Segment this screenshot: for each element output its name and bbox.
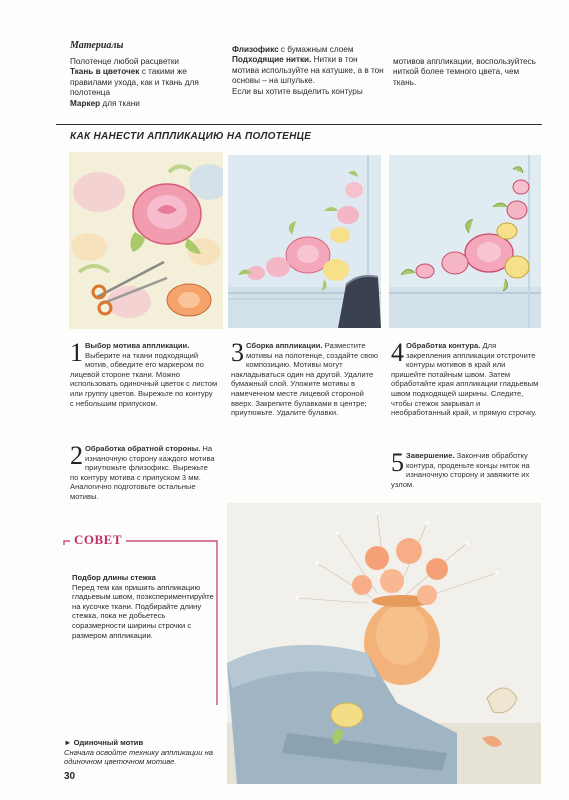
step-number: 4 [391, 338, 404, 367]
step-title: Завершение. [406, 451, 455, 460]
section-divider [56, 124, 542, 125]
section-title: КАК НАНЕСТИ АППЛИКАЦИЮ НА ПОЛОТЕНЦЕ [70, 131, 312, 142]
material-text: мотивов аппликации, воспользуйтесь ниткой более темного цвета, чем ткань. [393, 57, 536, 87]
photo-arranging-appliqué [228, 155, 381, 328]
tip-text: Перед тем как пришить аппликацию гладьевым швом, поэкспериментируйте на кусочке ткани. Подбирайте длину стежка, пока не добьетесь соразмерности ширины строчки с размером аппликации. [72, 582, 214, 640]
materials-column-1 [70, 57, 222, 109]
photo-caption [64, 738, 234, 767]
page-number: 30 [64, 771, 76, 782]
step-3 [231, 338, 381, 418]
tip-text-block [72, 573, 218, 640]
step-5 [391, 448, 541, 489]
step-2 [70, 441, 218, 502]
tip-title: Подбор длины стежка [72, 573, 156, 582]
step-text: На изнаночную сторону каждого мотива приутюжьте флизофикс. Вырежьте по контуру мотива с припуском 3 мм. Аналогично подготовьте остальные мотивы. [70, 444, 215, 501]
material-item: Полотенце любой расцветки [70, 57, 180, 66]
step-text: Закончив обработку контура, проденьте концы ниток на изнаночную сторону и завяжите их узлом. [391, 451, 530, 489]
material-item: Ткань в цветочек с такими же правилами ухода, как и ткань для полотенца [70, 67, 199, 98]
step-text: Выберите на ткани подходящий мотив, обведите его маркером по лицевой стороне ткани. Можно использовать одиночный цветок с листом или группу цветов. Вырежьте по контуру с небольшим припуском. [70, 350, 218, 408]
step-title: Выбор мотива аппликации. [85, 341, 190, 350]
material-item: Маркер для ткани [70, 98, 140, 108]
material-item: Флизофикс с бумажным слоем [232, 45, 354, 54]
material-item: Подходящие нитки. Нитки в тон мотива используйте на катушке, а в тон основы – на шпульке. [232, 55, 384, 86]
materials-heading: Материалы [70, 40, 124, 51]
step-title: Обработка контура. [406, 341, 481, 350]
step-title: Сборка аппликации. [246, 341, 323, 350]
photo-towel-and-vase [227, 503, 541, 784]
step-number: 5 [391, 448, 404, 477]
material-item: Если вы хотите выделить контуры [232, 86, 363, 96]
materials-column-3 [393, 57, 543, 88]
caption-title: ► Одиночный мотив [64, 738, 144, 747]
step-number: 1 [70, 338, 83, 367]
step-4 [391, 338, 541, 418]
step-1 [70, 338, 218, 408]
tip-label: СОВЕТ [70, 532, 126, 548]
step-number: 2 [70, 441, 83, 470]
step-title: Обработка обратной стороны. [85, 444, 201, 453]
caption-text: Сначала освойте технику аппликации на одиночном цветочном мотиве. [64, 747, 214, 767]
materials-column-2 [232, 45, 384, 97]
step-text: Разместите мотивы на полотенце, создайте свою композицию. Мотивы могут накладываться один на другой. Удалите бумажный слой. Уложите мотивы в намеченном месте лицевой стороной вверх. Закрепите булавками в центре; приутюжьте. Удалите булавки. [231, 341, 379, 418]
photo-cutting-motif [69, 152, 223, 329]
photo-finished-outline [389, 155, 541, 328]
step-number: 3 [231, 338, 244, 367]
step-text: Для закрепления аппликации отстрочите контуры мотивов в край или пришейте потайным швом. Затем обработайте края аппликации гладьевым швом подходящей ширины. Следите, чтобы стежок закрывал и необработанный край, и прямую строчку. [391, 341, 539, 418]
